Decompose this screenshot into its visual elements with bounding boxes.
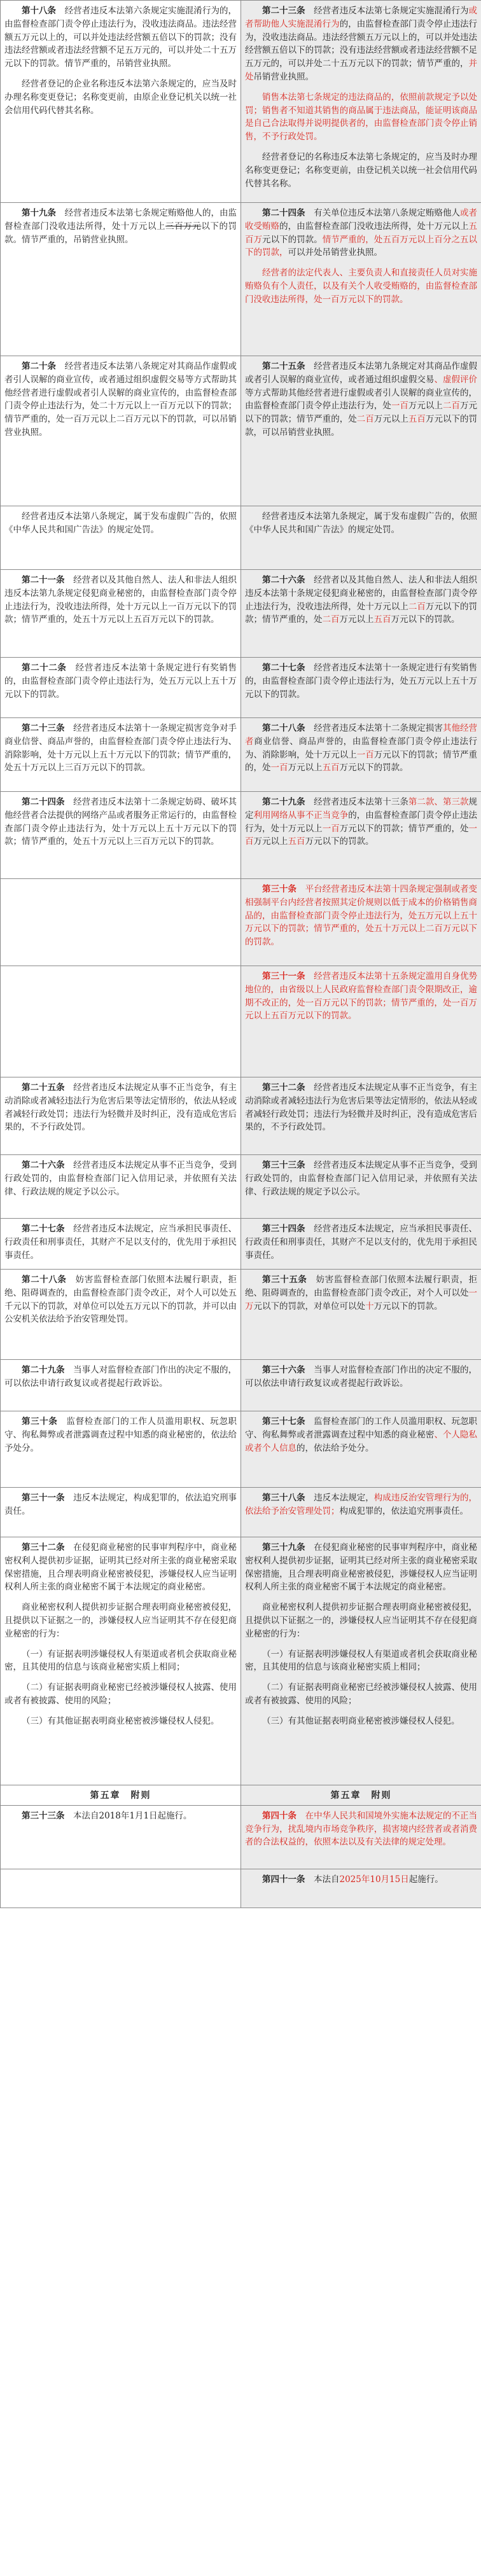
article-row: [1, 356, 481, 506]
article-number: 第三十四条: [262, 1224, 305, 1234]
article-paragraph: 商业秘密权利人提供初步证据合理表明商业秘密被侵犯，且提供以下证据之一的，涉嫌侵权人应当证明其不存在侵犯商业秘密的行为：: [4, 1602, 237, 1639]
article-paragraph: 第三十二条 经营者违反本法规定从事不正当竞争，有主动消除或者减轻违法行为危害后果等法定情形的，依法从轻或者减轻行政处罚；违法行为轻微并及时纠正，没有造成危害后果的，不予行政处罚。: [245, 1083, 478, 1133]
article-paragraph: 第三十三条 经营者违反本法规定从事不正当竞争，受到行政处罚的，由监督检查部门记入信用记录，并依照有关法律、行政法规的规定予以公示。: [245, 1160, 478, 1197]
article-paragraph: 第二十四条 经营者违反本法第十二条规定妨碍、破坏其他经营者合法提供的网络产品或者服务正常运行的，由监督检查部门责令停止违法行为，处十万元以上五十万元以下的罚款；情节严重的，处五十万元以上三百万元以下的罚款。: [4, 797, 237, 847]
article-paragraph: 第三十三条 本法自2018年1月1日起施行。: [22, 1810, 192, 1821]
article-row: [1, 879, 481, 966]
amended-text: 二百: [322, 614, 340, 625]
chapter-row: [1, 1785, 481, 1806]
article-number: 第十九条: [22, 208, 57, 218]
article-number: 第二十三条: [262, 6, 305, 16]
amended-text: 第二款、第三款: [408, 797, 469, 807]
new-law-cell: [241, 1360, 481, 1411]
old-law-cell: [1, 1219, 241, 1270]
amended-text: 五百万: [245, 221, 478, 245]
old-law-cell: [1, 356, 241, 506]
article-paragraph: 第三十八条 违反本法规定，构成违反治安管理行为的，依法给予治安管理处罚；构成犯罪的，依法追究刑事责任。: [245, 1493, 478, 1516]
article-row: [1, 1155, 481, 1219]
amended-text: 第四十条 在中华人民共和国境外实施本法规定的不正当竞争行为，扰乱境内市场竞争秩序，损害境内经营者或者消费者的合法权益的，依照本法以及有关法律的规定处理。: [245, 1810, 478, 1848]
article-paragraph: 经营者登记的名称违反本法第七条规定的，应当及时办理名称变更登记；名称变更前，由登记机关以统一社会信用代码代替其名称。: [245, 151, 477, 189]
article-row: [1, 506, 481, 570]
amended-text: 五百: [373, 614, 391, 625]
amended-text: 第三十条 平台经营者违反本法第十四条规定强制或者变相强制平台内经营者按照其定价规则以低于成本的价格销售商品的，由监督检查部门责令停止违法行为，处五万元以上五十万元以下的罚款；情节严重的，处五十万元以上二百万元以下的罚款。: [245, 884, 478, 948]
article-number: 第三十二条: [262, 1083, 305, 1093]
article-paragraph: （三）有其他证据表明商业秘密被涉嫌侵权人侵犯。: [262, 1715, 460, 1726]
new-law-cell: [241, 1155, 481, 1219]
article-number: 第二十五条: [22, 1083, 65, 1093]
article-number: 第三十五条: [262, 1275, 307, 1285]
article-paragraph: [245, 91, 477, 144]
old-law-cell: [1, 1488, 241, 1537]
new-law-cell: [241, 203, 481, 356]
article-row: [1, 1219, 481, 1270]
article-row: [1, 966, 481, 1077]
amended-text: 一百: [356, 749, 374, 760]
amended-text: 构成违反治安管理行为的，依法给予治安管理处罚；: [245, 1493, 478, 1516]
amended-text: 、虚假评价: [434, 374, 478, 385]
article-paragraph: 第三十六条 当事人对监督检查部门作出的决定不服的，可以依法申请行政复议或者提起行政诉讼。: [245, 1365, 478, 1388]
amended-text: 2025年10月15日: [339, 1874, 409, 1885]
article-paragraph: 第二十条 经营者违反本法第八条规定对其商品作虚假或者引人误解的商业宣传，或者通过组织虚假交易等方式帮助其他经营者进行虚假或者引人误解的商业宣传的，由监督检查部门责令停止违法行为，处二十万元以上一百万元以下的罚款；情节严重的，处一百万元以上二百万元以下的罚款，可以吊销营业执照。: [4, 361, 237, 438]
amended-text: 利用网络从事不正当竞争: [253, 810, 349, 821]
new-law-cell: [241, 658, 481, 718]
new-law-cell: [241, 1869, 481, 1908]
new-law-cell: [241, 1077, 481, 1155]
article-row: [1, 570, 481, 658]
old-law-cell: [1, 1360, 241, 1411]
article-paragraph: 经营者登记的企业名称违反本法第六条规定的，应当及时办理名称变更登记；名称变更前，由原企业登记机关以统一社会信用代码代替其名称。: [4, 78, 237, 116]
article-row: [1, 203, 481, 356]
amended-text: 情节严重的，处五百万元以上百分之五以下的罚款，: [245, 234, 478, 258]
article-row: [1, 1869, 481, 1908]
article-paragraph: 第二十一条 经营者以及其他自然人、法人和非法人组织违反本法第九条规定侵犯商业秘密的，由监督检查部门责令停止违法行为，没收违法所得，处十万元以上一百万元以下的罚款；情节严重的，处五十万元以上五百万元以下的罚款。: [4, 575, 237, 625]
article-number: 第三十一条: [22, 1493, 65, 1503]
new-law-cell: [241, 966, 481, 1077]
article-paragraph: 第三十二条 在侵犯商业秘密的民事审判程序中，商业秘密权利人提供初步证据，证明其已经对所主张的商业秘密采取保密措施，且合理表明商业秘密被侵犯，涉嫌侵权人应当证明权利人所主张的商业秘密不属于本法规定的商业秘密。: [4, 1542, 237, 1593]
amended-text: 二百: [408, 601, 426, 612]
amended-text: 并处: [245, 59, 477, 82]
article-number: 第三十六条: [262, 1365, 305, 1375]
article-row: [1, 1805, 481, 1869]
article-row: [1, 1537, 481, 1785]
article-number: 第二十六条: [22, 1160, 65, 1170]
amended-text: 第三十一条 经营者违反本法第十五条规定滥用自身优势地位的，由省级以上人民政府监督检查部门责令限期改正，逾期不改正的，处一百万元以下的罚款；情节严重的，处一百万元以上五百万元以下的罚款。: [245, 971, 478, 1021]
new-law-cell: [241, 1219, 481, 1270]
article-paragraph: [245, 970, 477, 1023]
article-number: 第二十条: [22, 361, 57, 371]
old-law-cell: [1, 1077, 241, 1155]
new-law-cell: [241, 1805, 481, 1869]
amended-text: 、个人隐私或者个人信息: [245, 1429, 478, 1453]
article-paragraph: 第三十条 监督检查部门的工作人员滥用职权、玩忽职守、徇私舞弊或者泄露调查过程中知悉的商业秘密的，依法给予处分。: [4, 1416, 237, 1453]
article-paragraph: 第四十一条 本法自2025年10月15日起施行。: [262, 1874, 443, 1885]
article-row: [1, 658, 481, 718]
old-law-cell: [1, 1869, 241, 1908]
article-paragraph: 第二十六条 经营者违反本法规定从事不正当竞争，受到行政处罚的，由监督检查部门记入信用记录，并依照有关法律、行政法规的规定予以公示。: [4, 1160, 237, 1197]
article-paragraph: [245, 883, 477, 949]
article-paragraph: 第二十六条 经营者以及其他自然人、法人和非法人组织违反本法第十条规定侵犯商业秘密的，由监督检查部门责令停止违法行为，没收违法所得，处十万元以上二百万元以下的罚款；情节严重的，处二百万元以上五百万元以下的罚款。: [245, 575, 478, 625]
article-number: 第二十七条: [262, 663, 305, 673]
article-number: 第十八条: [22, 6, 57, 16]
old-law-cell: [1, 792, 241, 879]
article-number: 第二十一条: [22, 575, 65, 585]
article-row: [1, 1360, 481, 1411]
amended-text: 其他经营者: [245, 723, 478, 747]
article-paragraph: 经营者违反本法第八条规定，属于发布虚假广告的，依照《中华人民共和国广告法》的规定处罚。: [4, 511, 237, 535]
chapter-heading: 第五章 附则: [1, 1785, 241, 1806]
old-law-cell: [1, 203, 241, 356]
old-law-cell: [1, 1411, 241, 1488]
new-law-cell: [241, 879, 481, 966]
article-row: [1, 1, 481, 203]
article-number: 第二十二条: [22, 663, 67, 673]
article-number: 第三十二条: [22, 1542, 65, 1553]
article-paragraph: 第二十八条 经营者违反本法第十二条规定损害其他经营者商业信誉、商品声誉的，由监督检查部门责令停止违法行为、消除影响，处十万元以上一百万元以下的罚款；情节严重的，处一百万元以上五百万元以下的罚款。: [245, 723, 478, 773]
new-law-cell: [241, 356, 481, 506]
article-paragraph: （二）有证据表明商业秘密已经被涉嫌侵权人披露、使用或者有被披露、使用的风险；: [245, 1682, 477, 1706]
new-law-cell: [241, 1488, 481, 1537]
article-row: [1, 792, 481, 879]
chapter-heading: 第五章 附则: [241, 1785, 481, 1806]
amended-text: 一百: [245, 823, 478, 847]
old-law-cell: [1, 1805, 241, 1869]
new-law-cell: [241, 570, 481, 658]
new-law-cell: [241, 1537, 481, 1785]
article-paragraph: 第十九条 经营者违反本法第七条规定贿赂他人的，由监督检查部门没收违法所得，处十万元以上三百万元以下的罚款。情节严重的，吊销营业执照。: [4, 208, 237, 245]
article-number: 第二十九条: [262, 797, 305, 807]
article-number: 第二十四条: [262, 208, 305, 218]
article-paragraph: 经营者违反本法第九条规定，属于发布虚假广告的，依照《中华人民共和国广告法》的规定处罚。: [245, 511, 477, 535]
article-paragraph: 第二十七条 经营者违反本法规定，应当承担民事责任、行政责任和刑事责任，其财产不足以支付的，优先用于承担民事责任。: [4, 1224, 237, 1261]
amended-text: 一百: [322, 823, 340, 834]
amended-text: 经营者的法定代表人、主要负责人和直接责任人员对实施贿赂负有个人责任，以及有关个人收受贿赂的，由监督检查部门没收违法所得，处一百万元以下的罚款。: [245, 268, 477, 305]
article-paragraph: 第三十七条 监督检查部门的工作人员滥用职权、玩忽职守、徇私舞弊或者泄露调查过程中知悉的商业秘密、个人隐私或者个人信息的，依法给予处分。: [245, 1416, 478, 1453]
article-paragraph: 第二十八条 妨害监督检查部门依照本法履行职责，拒绝、阻碍调查的，由监督检查部门责令改正，对个人可以处五千元以下的罚款，对单位可以处五万元以下的罚款，并可以由公安机关依法给予治安管理处罚。: [4, 1275, 237, 1325]
new-law-cell: [241, 718, 481, 792]
amended-text: 五百: [322, 763, 340, 773]
article-paragraph: 第三十一条 违反本法规定，构成犯罪的，依法追究刑事责任。: [4, 1493, 237, 1516]
amended-text: 一万: [245, 1287, 477, 1312]
article-row: [1, 1488, 481, 1537]
article-paragraph: 第二十七条 经营者违反本法第十一条规定进行有奖销售的，由监督检查部门责令停止违法行为，处五万元以上五十万元以下的罚款。: [245, 663, 478, 700]
article-number: 第三十七条: [262, 1416, 305, 1427]
article-paragraph: 第二十三条 经营者违反本法第十一条规定损害竞争对手商业信誉、商品声誉的，由监督检查部门责令停止违法行为、消除影响，处十万元以上五十万元以下的罚款；情节严重的，处五十万元以上三百万元以下的罚款。: [4, 723, 237, 773]
article-paragraph: （三）有其他证据表明商业秘密被涉嫌侵权人侵犯。: [22, 1715, 220, 1726]
new-law-cell: [241, 1411, 481, 1488]
article-row: [1, 1411, 481, 1488]
old-law-cell: [1, 718, 241, 792]
article-paragraph: 第二十九条 当事人对监督检查部门作出的决定不服的，可以依法申请行政复议或者提起行政诉讼。: [4, 1365, 237, 1388]
amended-text: 一百: [391, 401, 408, 412]
amended-text: 二百: [442, 401, 460, 412]
article-number: 第三十三条: [22, 1810, 65, 1821]
article-row: [1, 718, 481, 792]
article-paragraph: 第十八条 经营者违反本法第六条规定实施混淆行为的，由监督检查部门责令停止违法行为，没收违法商品。违法经营额五万元以上的，可以并处违法经营额五倍以下的罚款；没有违法经营额或者违法经营额不足五万元的，可以并处二十五万元以下的罚款。情节严重的，吊销营业执照。: [4, 6, 237, 69]
article-paragraph: [245, 1810, 477, 1849]
article-number: 第三十八条: [262, 1493, 305, 1503]
article-number: 第二十八条: [22, 1275, 67, 1285]
article-paragraph: （一）有证据表明涉嫌侵权人有渠道或者机会获取商业秘密，且其使用的信息与该商业秘密实质上相同；: [4, 1649, 237, 1673]
amended-text: 十: [365, 1301, 374, 1312]
old-law-cell: [1, 879, 241, 966]
article-paragraph: 第三十四条 经营者违反本法规定，应当承担民事责任、行政责任和刑事责任，其财产不足以支付的，优先用于承担民事责任。: [245, 1224, 478, 1261]
amended-text: 五百: [408, 414, 426, 425]
article-number: 第三十三条: [262, 1160, 305, 1170]
article-paragraph: 第三十五条 妨害监督检查部门依照本法履行职责，拒绝、阻碍调查的，由监督检查部门责令改正，对个人可以处一万元以下的罚款，对单位可以处十万元以下的罚款。: [245, 1275, 478, 1312]
old-law-cell: [1, 1155, 241, 1219]
article-paragraph: 第二十四条 有关单位违反本法第八条规定贿赂他人或者收受贿赂的，由监督检查部门没收违法所得，处十万元以上五百万元以下的罚款。情节严重的，处五百万元以上百分之五以下的罚款，可以并处吊销营业执照。: [245, 208, 478, 258]
article-number: 第三十九条: [262, 1542, 305, 1553]
deleted-text: 三百万元: [165, 221, 202, 232]
article-number: 第二十五条: [262, 361, 305, 371]
article-paragraph: 第二十五条 经营者违反本法规定从事不正当竞争，有主动消除或者减轻违法行为危害后果等法定情形的，依法从轻或者减轻行政处罚；违法行为轻微并及时纠正，没有造成危害后果的，不予行政处罚。: [4, 1083, 237, 1133]
article-paragraph: （二）有证据表明商业秘密已经被涉嫌侵权人披露、使用或者有被披露、使用的风险；: [4, 1682, 237, 1706]
old-law-cell: [1, 506, 241, 570]
article-number: 第二十四条: [22, 797, 65, 807]
old-law-cell: [1, 658, 241, 718]
article-number: 第四十一条: [262, 1874, 305, 1885]
old-law-cell: [1, 1270, 241, 1360]
new-law-cell: [241, 1, 481, 203]
amended-text: 一百: [270, 763, 288, 773]
article-paragraph: [245, 267, 477, 306]
amended-text: 或者收受贿赂: [245, 208, 478, 232]
article-number: 第二十九条: [22, 1365, 65, 1375]
article-number: 第二十七条: [22, 1224, 65, 1234]
article-paragraph: 第二十九条 经营者违反本法第十三条第二款、第三款规定利用网络从事不正当竞争的，由监督检查部门责令停止违法行为，处十万元以上一百万元以下的罚款；情节严重的，处一百万元以上五百万元以下的罚款。: [245, 797, 478, 847]
old-law-cell: [1, 966, 241, 1077]
old-law-cell: [1, 570, 241, 658]
article-row: [1, 1270, 481, 1360]
article-paragraph: 第三十九条 在侵犯商业秘密的民事审判程序中，商业秘密权利人提供初步证据，证明其已经对所主张的商业秘密采取保密措施，且合理表明商业秘密被侵犯，涉嫌侵权人应当证明权利人所主张的商业秘密不属于本法规定的商业秘密。: [245, 1542, 478, 1593]
article-number: 第三十条: [22, 1416, 58, 1427]
new-law-cell: [241, 792, 481, 879]
article-paragraph: 第二十二条 经营者违反本法第十条规定进行有奖销售的，由监督检查部门责令停止违法行为，处五万元以上五十万元以下的罚款。: [4, 663, 237, 700]
new-law-cell: [241, 506, 481, 570]
article-paragraph: （一）有证据表明涉嫌侵权人有渠道或者机会获取商业秘密，且其使用的信息与该商业秘密实质上相同；: [245, 1649, 477, 1673]
article-paragraph: 第二十五条 经营者违反本法第九条规定对其商品作虚假或者引人误解的商业宣传，或者通过组织虚假交易、虚假评价等方式帮助其他经营者进行虚假或者引人误解的商业宣传的，由监督检查部门责令停止违法行为，处一百万元以上二百万元以下的罚款；情节严重的，处二百万元以上五百万元以下的罚款，可以吊销营业执照。: [245, 361, 478, 438]
amended-text: 销售本法第七条规定的违法商品的，依照前款规定予以处罚；销售者不知道其销售的商品属于违法商品，能证明该商品是自己合法取得并说明提供者的，由监督检查部门责令停止销售，不予行政处罚。: [245, 92, 477, 142]
article-paragraph: 商业秘密权利人提供初步证据合理表明商业秘密被侵犯，且提供以下证据之一的，涉嫌侵权人应当证明其不存在侵犯商业秘密的行为：: [245, 1602, 477, 1639]
article-number: 第二十三条: [22, 723, 65, 733]
new-law-cell: [241, 1270, 481, 1360]
amended-text: 或者帮助他人实施混淆行为: [245, 6, 478, 29]
article-paragraph: 第二十三条 经营者违反本法第七条规定实施混淆行为或者帮助他人实施混淆行为的，由监督检查部门责令停止违法行为，没收违法商品。违法经营额五万元以上的，可以并处违法经营额五倍以下的罚款；没有违法经营额或者违法经营额不足五万元的，可以并处二十五万元以下的罚款；情节严重的，并处吊销营业执照。: [245, 6, 478, 82]
old-law-cell: [1, 1, 241, 203]
old-law-cell: [1, 1537, 241, 1785]
amended-text: 五百: [288, 836, 305, 847]
article-number: 第二十六条: [262, 575, 305, 585]
article-number: 第二十八条: [262, 723, 305, 733]
amended-text: 二百: [356, 414, 374, 425]
article-row: [1, 1077, 481, 1155]
